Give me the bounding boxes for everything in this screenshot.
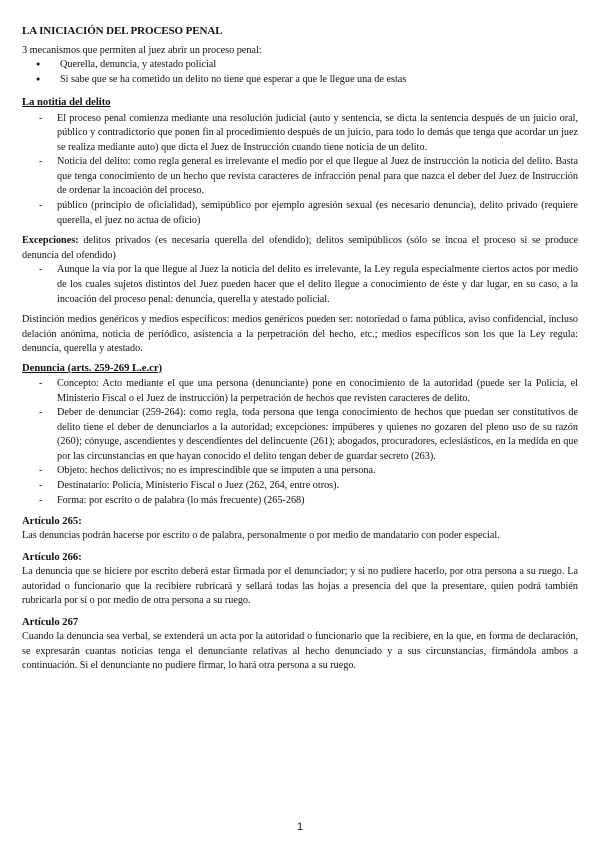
article-text: La denuncia que se hiciere por escrito deberá estar firmada por el denunciador; y si no pudiere hacerlo, por otra persona a su ruego. La autoridad o funcionario que la recibiere rubricará y sellará todas las hojas a presencia del que la presentare, quien podrá también rubricarla por sí o por medio de otra persona a su ruego. [22,566,578,607]
article-title: Artículo 266: [22,551,82,563]
article-title: Artículo 265: [22,516,82,528]
article-title: Artículo 267 [22,616,79,628]
notitia-heading: La notitia del delito [22,97,111,109]
mechanism-item: ● Si sabe que se ha cometido un delito no tiene que esperar a que le llegue una de estas [22,73,578,88]
denuncia-item: - Concepto: Acto mediante el que una persona (denunciante) pone en conocimiento de la autoridad (puede ser la Policía, el Ministerio Fiscal o el Juez de instrucción) la perpetración de hechos que revisten caracteres de delito. [22,377,578,406]
denuncia-item: - Destinatario: Policía, Ministerio Fiscal o Juez (262, 264, entre otros). [22,479,578,494]
excepciones-text: delitos privados (es necesaria querella del ofendido); delitos semipúblicos (sólo se incoa el proceso si se produce denuncia del ofendido) [22,235,578,261]
notitia-item: - Noticia del delito: como regla general es irrelevante el medio por el que llegue al Juez de instrucción la noticia del delito. Basta que tenga conocimiento de un hecho que revista caracteres de infracción penal para que nazca el deber del Juez de Instrucción de ordenar la incoación del proceso. [22,155,578,199]
article-text: Las denuncias podrán hacerse por escrito o de palabra, personalmente o por medio de mandatario con poder especial. [22,530,500,542]
notitia-item: - El proceso penal comienza mediante una resolución judicial (auto y sentencia, se dicta la sentencia después de un juicio oral, público y contradictorio que ponen fin al procedimiento después de un juicio, para todo lo demás que tenga que acordar un juez se realiza mediante auto) que dicta el Juez de Instrucción cuando tiene noticia de un delito. [22,112,578,156]
excepciones-list [22,263,578,307]
intro-text: 3 mecanismos que permiten al juez abrir un proceso penal: [22,44,262,56]
notitia-list [22,112,578,229]
denuncia-heading: Denuncia (arts. 259-269 L.e.cr) [22,362,163,374]
denuncia-item: - Deber de denunciar (259-264): como regla, toda persona que tenga conocimiento de hechos que puedan ser constitutivos de delito tiene el deber de denunciarlos a la autoridad; excepciones: impúberes y quienes no gozaren del pleno uso de su razón (260); cónyuge, ascendientes y descendientes del delincuente (261); abogados, procuradores, eclesiásticos, en la medida en que por las circunstancias en que hayan conocido el delito tengan deber de guardar secreto (263). [22,406,578,464]
mechanisms-list [22,58,578,87]
notitia-item: - público (principio de oficialidad), semipúblico por ejemplo agresión sexual (es necesario denuncia), delito privado (requiere querella, el juez no actua de oficio) [22,199,578,228]
page-number: 1 [296,821,304,833]
distincion-paragraph: Distinción medios genéricos y medios específicos: medios genéricos pueden ser: notoriedad o fama pública, aviso confidencial, incluso delación anónima, noticia de periódico, asistencia a la perpetración del hecho, etc.; medios específicos son los que la Ley regula: denuncia, querella y atestado. [22,314,578,355]
article-text: Cuando la denuncia sea verbal, se extenderá un acta por la autoridad o funcionario que la recibiere, en la que, en forma de declaración, se expresarán cuantas noticias tenga el denunciante relativas al hecho denunciado y a sus circunstancias, firmándola ambos a continuación. Si el denunciante no pudiere firmar, lo hará otra persona a su ruego. [22,630,578,672]
document-title: LA INICIACIÓN DEL PROCESO PENAL [22,25,223,37]
denuncia-item: - Objeto: hechos delictivos; no es imprescindible que se imputen a una persona. [22,464,578,479]
denuncia-list [22,377,578,508]
excepciones-paragraph [22,234,578,263]
denuncia-item: - Forma: por escrito o de palabra (lo más frecuente) (265-268) [22,494,578,509]
excepciones-item: - Aunque la vía por la que llegue al Juez la noticia del delito es irrelevante, la Ley regula especialmente ciertos actos por medio de los cuales sujetos distintos del Juez pueden hacer que el delito llegue a conocimiento de éste y dar lugar, en su caso, a la incoación del proceso penal: denuncia, querella y atestado policial. [22,263,578,307]
mechanism-item: ● Querella, denuncia, y atestado policial [22,58,578,73]
excepciones-label: Excepciones: [22,235,79,247]
